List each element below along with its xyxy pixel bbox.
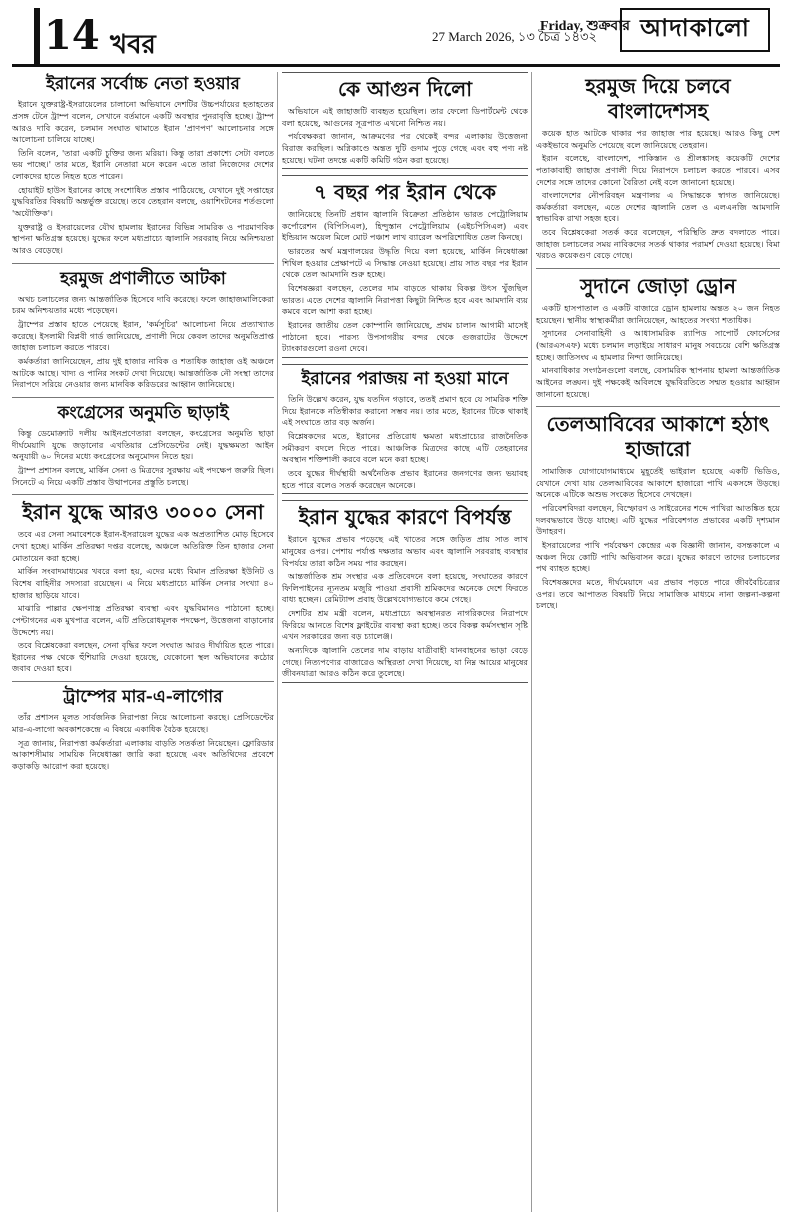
paragraph: সুদানের সেনাবাহিনী ও আধাসামরিক র‍্যাপিড সাপোর্ট ফোর্সেসের (আরএসএফ) মধ্যে চলমান লড়াইয়ে সাধারণ মানুষ সবচেয়ে বেশি ক্ষতিগ্রস্ত হচ্ছে। জাতিসংঘ এ হামলার নিন্দা জানিয়েছে। [536,328,780,362]
paragraph: বাংলাদেশের নৌপরিবহন মন্ত্রণালয় এ সিদ্ধান্তকে স্বাগত জানিয়েছে। কর্মকর্তারা বলছেন, এতে দেশের জ্বালানি তেল ও এলএনজি আমদানি স্বাভাবিক রাখা সহজ হবে। [536,190,780,224]
paragraph: জানিয়েছে তিনটি প্রধান জ্বালানি বিক্রেতা প্রতিষ্ঠান ভারত পেট্রোলিয়াম কর্পোরেশন (বিপিসিএল), হিন্দুস্তান পেট্রোলিয়াম (এইচপিসিএল) এবং ইন্ডিয়ান অয়েল মিলে মোট পঞ্চাশ লাখ ব্যারেল অপরিশোধিত তেল কিনছে। [282,209,528,243]
paragraph: অথচ চলাচলের জন্য আন্তর্জাতিক হিসেবে দাবি করেছে। ফলে জাহাজমালিকেরা চরম অনিশ্চয়তার মধ্যে পড়েছেন। [12,293,274,316]
column-divider [531,72,532,1212]
section-name: খবর [110,30,156,60]
paragraph: তাঁর প্রশাসন মূলত সার্বজনিক নিরাপত্তা নিয়ে আলোচনা করছে। প্রেসিডেন্টের মার-এ-লাগো অবকাশকেন্দ্রে এ বিষয়ে একাধিক বৈঠক হয়েছে। [12,712,274,734]
paragraph: ট্রাম্প প্রশাসন বলছে, মার্কিন সেনা ও মিত্রদের সুরক্ষায় এই পদক্ষেপ জরুরি ছিল। সিনেটে এ নিয়ে একটি প্রস্তাব উত্থাপনের প্রস্তুতি চলছে। [12,465,274,487]
paragraph: যুক্তরাষ্ট্র ও ইসরায়েলের যৌথ হামলায় ইরানের বিভিন্ন সামরিক ও পারমাণবিক স্থাপনা ক্ষতিগ্রস্ত হয়েছে। যুদ্ধের ফলে মধ্যপ্রাচ্যে জ্বালানি সরবরাহ নিয়ে অনিশ্চয়তা আরও বেড়েছে। [12,221,274,255]
paragraph: অভিযানে এই জাহাজটি ব্যবহৃত হয়েছিল। তার ফেলো ডিপার্টমেন্ট থেকে বলা হয়েছে, আগুনের সূত্রপাত এখনো নিশ্চিত নয়। [282,106,528,128]
divider [12,397,274,398]
divider [536,406,780,407]
column-divider [277,72,278,1212]
headline: কে আগুন দিলো [337,77,472,101]
issue-date: 27 March 2026, ১৩ চৈত্র ১৪৩২ [432,29,597,44]
paragraph: পরিবেশবিদরা বলছেন, বিস্ফোরণ ও সাইরেনের শব্দে পাখিরা আতঙ্কিত হয়ে দলবদ্ধভাবে উড়ে যাচ্ছে। এটি যুদ্ধের পরিবেশগত প্রভাবের একটি দৃশ্যমান উদাহরণ। [536,503,780,537]
issue-day: Friday, শুক্রবার [540,19,630,34]
paragraph: তবে বিশ্লেষকেরা সতর্ক করে বলেছেন, পরিস্থিতি দ্রুত বদলাতে পারে। জাহাজ চলাচলের সময় নাবিকদের সতর্ক থাকার পরামর্শ দেওয়া হয়েছে। বিমা খরচও কয়েকগুণ বেড়ে গেছে। [536,227,780,261]
paragraph: ইরানে যুদ্ধের প্রভাব পড়েছে এই খাতের সঙ্গে জড়িত প্রায় সাত লাখ মানুষের ওপর। পেশায় পর্যাপ্ত দক্ষতার অভাব এবং জ্বালানি সরবরাহ ব্যবস্থার বিপর্যয়ে তারা কঠিন সময় পার করছেন। [282,534,528,568]
article-seven-years [282,175,528,358]
paragraph: বিশেষজ্ঞদের মতে, দীর্ঘমেয়াদে এর প্রভাব পড়তে পারে জীববৈচিত্র্যের ওপর। তবে আপাতত বিষয়টি নিয়ে সামাজিক মাধ্যমে নানা জল্পনা-কল্পনা চলছে। [536,576,780,611]
paragraph: ইসরায়েলের পাখি পর্যবেক্ষণ কেন্দ্রের এক বিজ্ঞানী জানান, বসন্তকালে এ অঞ্চল দিয়ে কোটি পাখি অভিবাসন করে। যুদ্ধের কারণে তাদের চলাচলের পথ ব্যাহত হচ্ছে। [536,540,780,574]
paragraph: মাঝারি পাল্লার ক্ষেপণাস্ত্র প্রতিরক্ষা ব্যবস্থা এবং যুদ্ধবিমানও পাঠানো হচ্ছে। পেন্টাগনের এক মুখপাত্র বলেন, এটি প্রতিরোধমূলক পদক্ষেপ, উত্তেজনা বাড়ানোর উদ্দেশ্যে নয়। [12,603,274,637]
page-header [12,8,780,64]
divider [12,263,274,264]
column-left [12,72,274,779]
article-congress [12,403,274,488]
paragraph: ইরান বলেছে, বাংলাদেশ, পাকিস্তান ও শ্রীলঙ্কাসহ কয়েকটি দেশের পতাকাবাহী জাহাজ প্রণালী দিয়ে নিরাপদে চলাচল করতে পারবে। এসব দেশের সঙ্গে তাদের কোনো বৈরিতা নেই বলে জানানো হয়েছে। [536,153,780,187]
article-hormuz-bd [536,74,780,262]
paragraph: অন্যদিকে জ্বালানি তেলের দাম বাড়ায় যাত্রীবাহী যানবাহনের ভাড়া বেড়ে গেছে। নিত্যপণ্যের বাজারেও অস্থিরতা দেখা দিয়েছে, যা নিম্ন আয়ের মানুষের জীবনযাত্রা আরও কঠিন করে তুলেছে। [282,645,528,679]
headline: ইরানের পরাজয় না হওয়া মানে [301,368,509,389]
paragraph: মার্কিন সংবাদমাধ্যমের খবরে বলা হয়, এদের মধ্যে বিমান প্রতিরক্ষা ইউনিট ও বিশেষ বাহিনীর সদস্যরা রয়েছেন। এ নিয়ে মধ্যপ্রাচ্যে মার্কিন সেনার সংখ্যা ৪০ হাজার ছাড়িয়ে যাবে। [12,566,274,600]
divider [12,681,274,682]
paragraph: কয়েক হাত আটকে থাকার পর জাহাজ পার হয়েছে। আরও কিছু দেশ একইভাবে অনুমতি পেয়েছে বলে জানিয়েছে তেহরান। [536,128,780,150]
paragraph: তবে যুদ্ধের দীর্ঘস্থায়ী অর্থনৈতিক প্রভাব ইরানের জনগণের জন্য ভয়াবহ হতে পারে বলেও সতর্ক করেছেন অনেকে। [282,467,528,490]
paragraph: তবে বিশ্লেষকেরা বলছেন, সেনা বৃদ্ধির ফলে সংঘাত আরও দীর্ঘায়িত হতে পারে। ইরানের পক্ষ থেকে হুঁশিয়ারি দেওয়া হয়েছে, যেকোনো স্থল অভিযানের কঠোর জবাব দেওয়া হবে। [12,640,274,674]
article-iran-leader [12,74,274,257]
paragraph: ইরানে যুক্তরাষ্ট্র-ইসরায়েলের চালানো অভিযানে দেশটির উচ্চপর্যায়ের হতাহতের প্রসঙ্গ টেনে ট্রাম্প বলেন, সেখানে বর্তমানে একটি অবস্থার পুনরাবৃত্তি হচ্ছে। ট্রাম্প আরও দাবি করেন, চলমান সংঘাত থামাতে ইরান 'প্রাণপণ' আলোচনার সঙ্গে আলোচনা চালিয়ে যাচ্ছে। [12,99,274,145]
article-hormuz-risk [12,269,274,391]
paragraph: বিশেষজ্ঞরা বলছেন, তেলের দাম বাড়তে থাকায় বিকল্প উৎস খুঁজছিল ভারত। এতে দেশের জ্বালানি নিরাপত্তা কিছুটা নিশ্চিত হবে এবং আমদানি ব্যয় কমবে বলে আশা করা হচ্ছে। [282,283,528,317]
header-rule [12,64,780,67]
paragraph: পর্যবেক্ষকরা জানান, আক্রমণের পর থেকেই বন্দর এলাকায় উত্তেজনা বিরাজ করছিল। অগ্নিকাণ্ডে অন্তত দুটি গুদাম পুড়ে গেছে এবং বহু পণ্য নষ্ট হয়েছে। ঘটনা তদন্তে একটি কমিটি গঠন করা হয়েছে। [282,131,528,165]
column-right [536,72,780,618]
paragraph: কর্মকর্তারা জানিয়েছেন, প্রায় দুই হাজার নাবিক ও শতাধিক জাহাজ ওই অঞ্চলে আটকে আছে। খাদ্য ও পানির সংকট দেখা দিয়েছে। আন্তর্জাতিক নৌ সংস্থা তাদের নিরাপদে সরিয়ে নেওয়ার জন্য মানবিক করিডরের আহ্বান জানিয়েছে। [12,356,274,390]
article-disaster [282,500,528,683]
paragraph: ট্রাম্পের প্রস্তাব হাতে পেয়েছে ইরান, 'কর্মসূচির' আলোচনা নিয়ে প্রত্যাখ্যাত করেছে। ইসলামী বিপ্লবী গার্ড জানিয়েছে, প্রণালী দিয়ে কেবল তাদের অনুমতিপ্রাপ্ত জাহাজ চলাচল করতে পারবে। [12,319,274,353]
article-not-defeat [282,364,528,494]
headline: হরমুজ প্রণালীতে আটকা [60,268,226,289]
headline: ইরান যুদ্ধের কারণে বিপর্যস্ত [298,505,512,530]
article-fire [282,72,528,169]
paragraph: তিনি উল্লেখ করেন, যুদ্ধ যতদিন গড়াবে, ততই প্রমাণ হবে যে সামরিক শক্তি দিয়ে ইরানকে নতিস্বীকার করানো সম্ভব নয়। তার মতে, ইরানের টিকে থাকাই এই সংঘাতে তার বড় অর্জন। [282,394,528,428]
article-sudan-drone [536,274,780,400]
headline: সুদানে জোড়া ড্রোন [580,274,736,299]
headline: হরমুজ দিয়ে চলবে বাংলাদেশসহ [585,74,731,123]
divider [12,494,274,495]
page-number: 14 [34,8,100,64]
paragraph: মানবাধিকার সংগঠনগুলো বলছে, বেসামরিক স্থাপনায় হামলা আন্তর্জাতিক আইনের লঙ্ঘন। দুই পক্ষকেই অবিলম্বে যুদ্ধবিরতিতে সম্মত হওয়ার আহ্বান জানানো হয়েছে। [536,365,780,399]
article-troops [12,500,274,675]
headline: ইরান যুদ্ধে আরও ৩০০০ সেনা [22,500,264,525]
headline: কংগ্রেসের অনুমতি ছাড়াই [57,402,229,423]
masthead-logo: আদাকালো [620,8,770,52]
paragraph: ইরানের জাতীয় তেল কোম্পানি জানিয়েছে, প্রথম চালান আগামী মাসেই পাঠানো হবে। পারস্য উপসাগরীয় বন্দর থেকে গুজরাটের উদ্দেশে ট্যাংকারগুলো রওনা দেবে। [282,319,528,354]
paragraph: একটি হাসপাতাল ও একটি বাজারে ড্রোন হামলায় অন্তত ২০ জন নিহত হয়েছেন। স্থানীয় স্বাস্থ্যকর্মীরা জানিয়েছেন, আহতের সংখ্যা শতাধিক। [536,303,780,325]
paragraph: তবে এর সেনা সমাবেশকে ইরান-ইসরায়েল যুদ্ধের এক অপ্রত্যাশিত মোড় হিসেবে দেখা হচ্ছে। মার্কিন প্রতিরক্ষা দপ্তর বলেছে, অঞ্চলে অতিরিক্ত তিন হাজার সেনা মোতায়েন করা হচ্ছে। [12,529,274,563]
paragraph: বিশ্লেষকদের মতে, ইরানের প্রতিরোধ ক্ষমতা মধ্যপ্রাচ্যের রাজনৈতিক সমীকরণ বদলে দিতে পারে। আঞ্চলিক মিত্রদের কাছে এটি তেহরানের অবস্থান শক্তিশালী করবে বলে মনে করা হচ্ছে। [282,431,528,465]
divider [536,268,780,269]
headline: ইরানের সর্বোচ্চ নেতা হওয়ার [46,74,240,94]
paragraph: সূত্র জানায়, নিরাপত্তা কর্মকর্তারা এলাকায় বাড়তি সতর্কতা নিয়েছেন। ফ্লোরিডার আকাশসীমায় সাময়িক নিষেধাজ্ঞা জারি করা হয়েছে এবং অতিথিদের প্রবেশে কড়াকড়ি আরোপ করা হয়েছে। [12,737,274,771]
article-trump-lago [12,687,274,772]
paragraph: সামাজিক যোগাযোগমাধ্যমে মুহূর্তেই ভাইরাল হয়েছে একটি ভিডিও, যেখানে দেখা যায় তেলআবিবের আকাশে হাজারো পাখি একসঙ্গে উড়ছে। অনেকে এটিকে অশুভ সংকেত হিসেবে দেখছেন। [536,466,780,500]
paragraph: হোয়াইট হাউস ইরানের কাছে সংশোধিত প্রস্তাব পাঠিয়েছে, যেখানে দুই সপ্তাহের যুদ্ধবিরতির বিষয়টি অন্তর্ভুক্ত রয়েছে। তবে তেহরান বলছে, ওয়াশিংটনের শর্তগুলো 'অযৌক্তিক'। [12,184,274,219]
headline: ট্রাম্পের মার-এ-লাগোর [63,687,223,708]
paragraph: তিনি বলেন, 'তারা একটি চুক্তির জন্য মরিয়া। কিন্তু তারা প্রকাশ্যে সেটা বলতে ভয় পাচ্ছে।' তার মতে, ইরানি নেতারা মনে করেন এতে তারা নিজেদের দেশের লোকদের হাতে নিহত হতে পারেন। [12,147,274,182]
paragraph: ভারতের অর্থ মন্ত্রণালয়ের উদ্ধৃতি দিয়ে বলা হয়েছে, মার্কিন নিষেধাজ্ঞা শিথিল হওয়ার প্রেক্ষাপটে এ সিদ্ধান্ত নেওয়া হয়েছে। প্রায় সাত বছর পর ইরান থেকে তেল আমদানি শুরু হচ্ছে। [282,246,528,280]
paragraph: কিন্তু ডেমোক্র্যাট দলীয় আইনপ্রণেতারা বলছেন, কংগ্রেসের অনুমতি ছাড়া দীর্ঘমেয়াদি যুদ্ধে জড়ানোর এখতিয়ার প্রেসিডেন্টের নেই। যুদ্ধক্ষমতা আইন অনুযায়ী ৬০ দিনের মধ্যে কংগ্রেসের অনুমোদন নিতে হয়। [12,428,274,462]
headline: ৭ বছর পর ইরান থেকে [314,180,496,205]
headline: তেলআবিবের আকাশে হঠাৎ হাজারো [546,412,770,462]
paragraph: আন্তর্জাতিক শ্রম সংস্থার এক প্রতিবেদনে বলা হয়েছে, সংঘাতের কারণে ফিলিপাইনের ন্যূনতম মজুরি পাওয়া প্রবাসী শ্রমিকদের অনেকে দেশে ফিরতে বাধ্য হচ্ছেন। রেমিট্যান্স প্রবাহ উল্লেখযোগ্যভাবে কমে গেছে। [282,571,528,605]
column-middle [282,72,528,689]
paragraph: দেশটির শ্রম মন্ত্রী বলেন, মধ্যপ্রাচ্যে অবস্থানরত নাগরিকদের নিরাপদে ফিরিয়ে আনতে বিশেষ ফ্লাইটের ব্যবস্থা করা হচ্ছে। তবে বিকল্প কর্মসংস্থান সৃষ্টি এখন সরকারের জন্য বড় চ্যালেঞ্জ। [282,608,528,642]
article-telaviv [536,412,780,612]
